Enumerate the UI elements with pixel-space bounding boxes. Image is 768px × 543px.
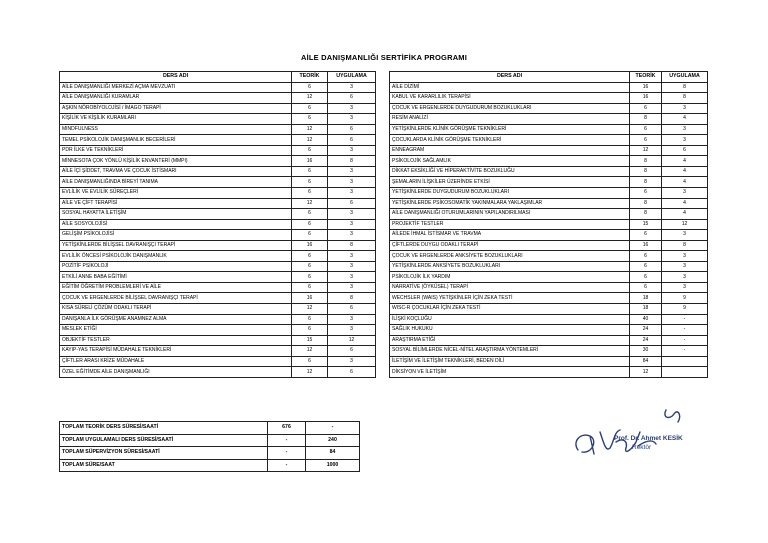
page-title: AİLE DANIŞMANLIĞI SERTİFİKA PROGRAMI [300, 53, 468, 62]
theory-hours-cell: 15 [630, 219, 662, 230]
practice-hours-cell: 3 [328, 282, 376, 293]
practice-hours-cell: 3 [662, 103, 708, 114]
course-name-cell: AİLEDE İHMAL İSTİSMAR VE TRAVMA [390, 230, 630, 241]
totals-value-b-cell: 84 [306, 447, 360, 460]
table-row [60, 335, 376, 346]
table-row [60, 356, 376, 367]
course-name-cell: AİLE DANIŞMANLIĞI KURAMLAR [60, 93, 292, 104]
theory-hours-cell: 6 [292, 177, 328, 188]
theory-hours-cell: 15 [292, 335, 328, 346]
theory-hours-cell: 6 [292, 282, 328, 293]
theory-hours-cell: 6 [292, 209, 328, 220]
practice-hours-cell: - [662, 314, 708, 325]
practice-hours-cell: 8 [662, 82, 708, 93]
theory-hours-cell: 24 [630, 325, 662, 336]
practice-hours-cell: 6 [328, 304, 376, 315]
table-row [60, 114, 376, 125]
practice-hours-cell: 3 [328, 177, 376, 188]
practice-hours-cell: 6 [328, 124, 376, 135]
practice-hours-cell: 3 [662, 261, 708, 272]
table-row [60, 103, 376, 114]
practice-hours-cell: 3 [328, 103, 376, 114]
signature-role: Rektör [632, 444, 652, 451]
course-name-cell: İLİŞKİ KOÇLUĞU [390, 314, 630, 325]
course-table-right [389, 71, 708, 378]
table-row [390, 145, 708, 156]
course-name-cell: PROJEKTİF TESTLER [390, 219, 630, 230]
theory-hours-cell: 12 [292, 93, 328, 104]
practice-hours-cell: - [662, 335, 708, 346]
theory-hours-cell: 6 [630, 188, 662, 199]
practice-hours-cell: 3 [328, 219, 376, 230]
theory-hours-cell: 6 [292, 356, 328, 367]
theory-hours-cell: 16 [630, 240, 662, 251]
theory-hours-cell: 12 [630, 145, 662, 156]
theory-hours-cell: 12 [292, 346, 328, 357]
course-name-cell: TEMEL PSİKOLOJİK DANIŞMANLIK BECERİLERİ [60, 135, 292, 146]
table-row [390, 219, 708, 230]
table-row [390, 293, 708, 304]
theory-hours-cell: 6 [292, 251, 328, 262]
header-practice: UYGULAMA [662, 72, 708, 83]
totals-value-a-cell: - [268, 434, 306, 447]
practice-hours-cell [662, 356, 708, 367]
course-name-cell: İLETİŞİM VE İLETİŞİM TEKNİKLERİ, BEDEN DİLİ [390, 356, 630, 367]
practice-hours-cell: 6 [328, 93, 376, 104]
practice-hours-cell: 8 [662, 240, 708, 251]
table-row [60, 209, 376, 220]
practice-hours-cell: 3 [328, 272, 376, 283]
practice-hours-cell: - [662, 325, 708, 336]
theory-hours-cell: 6 [292, 166, 328, 177]
theory-hours-cell: 8 [630, 156, 662, 167]
course-name-cell: WECHSLER (WAIS) YETİŞKİNLER İÇİN ZEKA TESTİ [390, 293, 630, 304]
course-name-cell: YETİŞKİNLERDE KLİNİK GÖRÜŞME TEKNİKLERİ [390, 124, 630, 135]
theory-hours-cell: 30 [630, 346, 662, 357]
practice-hours-cell: 4 [662, 177, 708, 188]
theory-hours-cell: 6 [292, 325, 328, 336]
course-name-cell: YETİŞKİNLERDE ANKSİYETE BOZUKLUKLARI [390, 261, 630, 272]
practice-hours-cell: 3 [328, 251, 376, 262]
totals-row [60, 459, 360, 472]
course-name-cell: PDR İLKE VE TEKNİKLERİ [60, 145, 292, 156]
course-name-cell: WISC-R ÇOCUKLAR İÇİN ZEKA TESTİ [390, 304, 630, 315]
course-name-cell: AİLE DANIŞMANLIĞI MERKEZİ AÇMA MEVZUATI [60, 82, 292, 93]
table-row [60, 304, 376, 315]
theory-hours-cell: 6 [292, 219, 328, 230]
table-row [390, 198, 708, 209]
table-row [60, 346, 376, 357]
course-name-cell: AİLE VE ÇİFT TERAPİSİ [60, 198, 292, 209]
theory-hours-cell: 8 [630, 198, 662, 209]
practice-hours-cell: 3 [328, 325, 376, 336]
totals-label-cell: TOPLAM SÜRE/SAAT [60, 459, 268, 472]
practice-hours-cell: 3 [328, 356, 376, 367]
course-name-cell: EVLİLİK ÖNCESİ PSİKOLOJİK DANIŞMANLIK [60, 251, 292, 262]
practice-hours-cell: 4 [662, 198, 708, 209]
table-row [390, 325, 708, 336]
course-name-cell: ARAŞTIRMA ETİĞİ [390, 335, 630, 346]
practice-hours-cell: 3 [662, 251, 708, 262]
practice-hours-cell: 9 [662, 304, 708, 315]
course-name-cell: ÖZEL EĞİTİMDE AİLE DANIŞMANLIĞI [60, 367, 292, 378]
table-row [390, 251, 708, 262]
table-row [390, 282, 708, 293]
practice-hours-cell: 4 [662, 156, 708, 167]
practice-hours-cell: 3 [662, 124, 708, 135]
course-name-cell: PSİKOLOJİK İLK YARDIM [390, 272, 630, 283]
course-name-cell: ÇOCUK VE ERGENLERDE BİLİŞSEL DAVRANIŞÇI TERAPİ [60, 293, 292, 304]
table-row [390, 209, 708, 220]
table-row [390, 367, 708, 378]
course-name-cell: KABUL VE KARARLILIK TERAPİSİ [390, 93, 630, 104]
practice-hours-cell: 3 [328, 261, 376, 272]
table-row [390, 230, 708, 241]
table-header-row [60, 72, 376, 83]
header-course: DERS ADI [60, 72, 292, 83]
course-name-cell: AİLE DANIŞMANLIĞI OTURUMLARININ YAPILANDIRILMASI [390, 209, 630, 220]
course-name-cell: ENNEAGRAM [390, 145, 630, 156]
totals-row [60, 422, 360, 435]
course-name-cell: PSİKOLOJİK SAĞLAMLIK [390, 156, 630, 167]
table-row [390, 335, 708, 346]
course-table-left [59, 71, 376, 378]
practice-hours-cell: 3 [328, 314, 376, 325]
theory-hours-cell: 24 [630, 335, 662, 346]
course-name-cell: AİLE SOSYOLOJİSİ [60, 219, 292, 230]
theory-hours-cell: 40 [630, 314, 662, 325]
course-name-cell: SOSYAL BİLİMLERDE NİCEL-NİTEL ARAŞTIRMA YÖNTEMLERİ [390, 346, 630, 357]
practice-hours-cell: 3 [662, 282, 708, 293]
practice-hours-cell: 6 [662, 145, 708, 156]
practice-hours-cell: 3 [662, 272, 708, 283]
table-row [390, 177, 708, 188]
table-row [390, 114, 708, 125]
table-row [390, 135, 708, 146]
course-name-cell: MESLEK ETİĞİ [60, 325, 292, 336]
theory-hours-cell: 12 [292, 124, 328, 135]
practice-hours-cell: 9 [662, 293, 708, 304]
course-name-cell: ÇİFTLER ARASI KRİZE MÜDAHALE [60, 356, 292, 367]
totals-label-cell: TOPLAM UYGULAMALI DERS SÜRESİ/SAATİ [60, 434, 268, 447]
course-name-cell: YETİŞKİNLERDE DUYGUDURUM BOZUKLUKLARI [390, 188, 630, 199]
course-name-cell: EĞİTİM ÖĞRETİM PROBLEMLERİ VE AİLE [60, 282, 292, 293]
course-name-cell: KISA SÜRELİ ÇÖZÜM ODAKLI TERAPİ [60, 304, 292, 315]
table-row [390, 156, 708, 167]
theory-hours-cell: 18 [630, 293, 662, 304]
theory-hours-cell: 16 [292, 156, 328, 167]
practice-hours-cell: - [662, 346, 708, 357]
practice-hours-cell: 3 [328, 209, 376, 220]
table-row [390, 304, 708, 315]
course-name-cell: OBJEKTİF TESTLER [60, 335, 292, 346]
practice-hours-cell: 6 [328, 346, 376, 357]
theory-hours-cell: 6 [630, 261, 662, 272]
theory-hours-cell: 6 [292, 314, 328, 325]
totals-value-a-cell: - [268, 447, 306, 460]
practice-hours-cell: 8 [328, 240, 376, 251]
table-row [60, 156, 376, 167]
table-row [60, 325, 376, 336]
theory-hours-cell: 16 [292, 240, 328, 251]
table-row [60, 272, 376, 283]
table-row [60, 188, 376, 199]
totals-table [59, 421, 360, 472]
table-row [60, 177, 376, 188]
course-name-cell: RESİM ANALİZİ [390, 114, 630, 125]
table-row [60, 282, 376, 293]
theory-hours-cell: 12 [292, 198, 328, 209]
practice-hours-cell: 4 [662, 209, 708, 220]
practice-hours-cell: 3 [328, 188, 376, 199]
theory-hours-cell: 6 [292, 145, 328, 156]
table-header-row [390, 72, 708, 83]
course-name-cell: ETKİLİ ANNE BABA EĞİTİMİ [60, 272, 292, 283]
table-row [60, 145, 376, 156]
table-row [60, 367, 376, 378]
course-name-cell: ÇOCUK VE ERGENLERDE DUYGUDURUM BOZUKLUKLARI [390, 103, 630, 114]
table-row [60, 124, 376, 135]
totals-row [60, 447, 360, 460]
course-name-cell: DİKKAT EKSİKLİĞİ VE HİPERAKTİVİTE BOZUKLUĞU [390, 166, 630, 177]
theory-hours-cell: 6 [292, 272, 328, 283]
course-name-cell: MİNNESOTA ÇOK YÖNLÜ KİŞİLİK ENVANTERİ (MMPI) [60, 156, 292, 167]
totals-label-cell: TOPLAM TEORİK DERS SÜRESİ/SAATİ [60, 422, 268, 435]
practice-hours-cell: 3 [662, 188, 708, 199]
practice-hours-cell: 12 [328, 335, 376, 346]
theory-hours-cell: 8 [630, 166, 662, 177]
table-row [390, 188, 708, 199]
practice-hours-cell: 3 [328, 230, 376, 241]
theory-hours-cell: 84 [630, 356, 662, 367]
theory-hours-cell: 8 [630, 114, 662, 125]
practice-hours-cell: 4 [662, 114, 708, 125]
theory-hours-cell: 6 [292, 114, 328, 125]
table-row [390, 103, 708, 114]
theory-hours-cell: 6 [630, 251, 662, 262]
table-row [390, 314, 708, 325]
practice-hours-cell: 8 [328, 156, 376, 167]
theory-hours-cell: 6 [630, 135, 662, 146]
practice-hours-cell: 3 [328, 166, 376, 177]
header-theory: TEORİK [292, 72, 328, 83]
theory-hours-cell: 12 [292, 304, 328, 315]
course-name-cell: SOSYAL HAYATTA İLETİŞİM [60, 209, 292, 220]
table-row [60, 240, 376, 251]
course-name-cell: AİLE İÇİ ŞİDDET, TRAVMA VE ÇOCUK İSTİSMARI [60, 166, 292, 177]
practice-hours-cell [662, 367, 708, 378]
practice-hours-cell: 3 [662, 135, 708, 146]
course-name-cell: ÇİFTLERDE DUYGU ODAKLI TERAPİ [390, 240, 630, 251]
theory-hours-cell: 6 [292, 261, 328, 272]
course-name-cell: EVLİLİK VE EVLİLİK SÜREÇLERİ [60, 188, 292, 199]
practice-hours-cell: 8 [662, 93, 708, 104]
practice-hours-cell: 6 [328, 198, 376, 209]
course-name-cell: KİŞİLİK VE KİŞİLİK KURAMLARI [60, 114, 292, 125]
theory-hours-cell: 6 [292, 103, 328, 114]
table-row [390, 261, 708, 272]
totals-value-b-cell: - [306, 422, 360, 435]
table-row [390, 82, 708, 93]
theory-hours-cell: 6 [630, 103, 662, 114]
theory-hours-cell: 6 [630, 282, 662, 293]
course-name-cell: MINDFULNESS [60, 124, 292, 135]
table-row [60, 198, 376, 209]
course-name-cell: AİLE DANIŞMANLIĞINDA BİREYİ TANIMA [60, 177, 292, 188]
course-name-cell: ŞEMALARIN İLİŞKİLER ÜZERİNDE ETKİSİ [390, 177, 630, 188]
signature-name: Prof. Dr. Ahmet KESİK [614, 435, 683, 442]
signature-mark [570, 402, 690, 462]
theory-hours-cell: 6 [630, 272, 662, 283]
table-row [60, 82, 376, 93]
theory-hours-cell: 18 [630, 304, 662, 315]
table-row [390, 356, 708, 367]
theory-hours-cell: 16 [630, 93, 662, 104]
theory-hours-cell: 12 [292, 135, 328, 146]
theory-hours-cell: 6 [292, 188, 328, 199]
table-row [390, 240, 708, 251]
theory-hours-cell: 8 [630, 177, 662, 188]
totals-label-cell: TOPLAM SÜPERVİZYON SÜRESİ/SAATİ [60, 447, 268, 460]
header-theory: TEORİK [630, 72, 662, 83]
totals-value-b-cell: 1000 [306, 459, 360, 472]
theory-hours-cell: 6 [630, 230, 662, 241]
course-name-cell: AŞKIN NÖROBİYOLOJİSİ / İMAGO TERAPİ [60, 103, 292, 114]
practice-hours-cell: 6 [328, 367, 376, 378]
table-row [60, 314, 376, 325]
table-row [390, 124, 708, 135]
table-row [60, 135, 376, 146]
course-name-cell: YETİŞKİNLERDE PSİKOSOMATİK YAKINMALARA YAKLAŞIMLAR [390, 198, 630, 209]
table-row [390, 166, 708, 177]
practice-hours-cell: 8 [328, 293, 376, 304]
course-name-cell: ÇOCUK VE ERGENLERDE ANKSİYETE BOZUKLUKLARI [390, 251, 630, 262]
header-course: DERS ADI [390, 72, 630, 83]
theory-hours-cell: 12 [630, 367, 662, 378]
theory-hours-cell: 6 [292, 82, 328, 93]
practice-hours-cell: 3 [328, 114, 376, 125]
course-name-cell: DİKSİYON VE İLETİŞİM [390, 367, 630, 378]
course-name-cell: DANIŞANLA İLK GÖRÜŞME ANAMNEZ ALMA [60, 314, 292, 325]
course-name-cell: GELİŞİM PSİKOLOJİSİ [60, 230, 292, 241]
practice-hours-cell: 3 [662, 230, 708, 241]
course-name-cell: AİLE DİZİMİ [390, 82, 630, 93]
theory-hours-cell: 16 [292, 293, 328, 304]
table-row [390, 93, 708, 104]
table-row [390, 272, 708, 283]
table-row [60, 251, 376, 262]
table-row [60, 293, 376, 304]
totals-value-a-cell: - [268, 459, 306, 472]
practice-hours-cell: 3 [328, 145, 376, 156]
table-row [60, 93, 376, 104]
course-name-cell: POZİTİF PSİKOLOJİ [60, 261, 292, 272]
table-row [60, 261, 376, 272]
table-row [390, 346, 708, 357]
theory-hours-cell: 6 [292, 230, 328, 241]
course-name-cell: KAYIP-YAS TERAPİSİ MÜDAHALE TEKNİKLERİ [60, 346, 292, 357]
practice-hours-cell: 3 [328, 82, 376, 93]
table-row [60, 219, 376, 230]
header-practice: UYGULAMA [328, 72, 376, 83]
table-row [60, 230, 376, 241]
table-row [60, 166, 376, 177]
totals-value-a-cell: 676 [268, 422, 306, 435]
practice-hours-cell: 6 [328, 135, 376, 146]
practice-hours-cell: 12 [662, 219, 708, 230]
course-name-cell: NARRATİVE (ÖYKÜSEL) TERAPİ [390, 282, 630, 293]
totals-value-b-cell: 240 [306, 434, 360, 447]
course-name-cell: YETİŞKİNLERDE BİLİŞSEL DAVRANIŞÇI TERAPİ [60, 240, 292, 251]
practice-hours-cell: 4 [662, 166, 708, 177]
theory-hours-cell: 16 [630, 82, 662, 93]
theory-hours-cell: 6 [630, 124, 662, 135]
totals-row [60, 434, 360, 447]
course-name-cell: ÇOCUKLARDA KLİNİK GÖRÜŞME TEKNİKLERİ [390, 135, 630, 146]
course-name-cell: SAĞLIK HUKUKU [390, 325, 630, 336]
theory-hours-cell: 12 [292, 367, 328, 378]
theory-hours-cell: 8 [630, 209, 662, 220]
